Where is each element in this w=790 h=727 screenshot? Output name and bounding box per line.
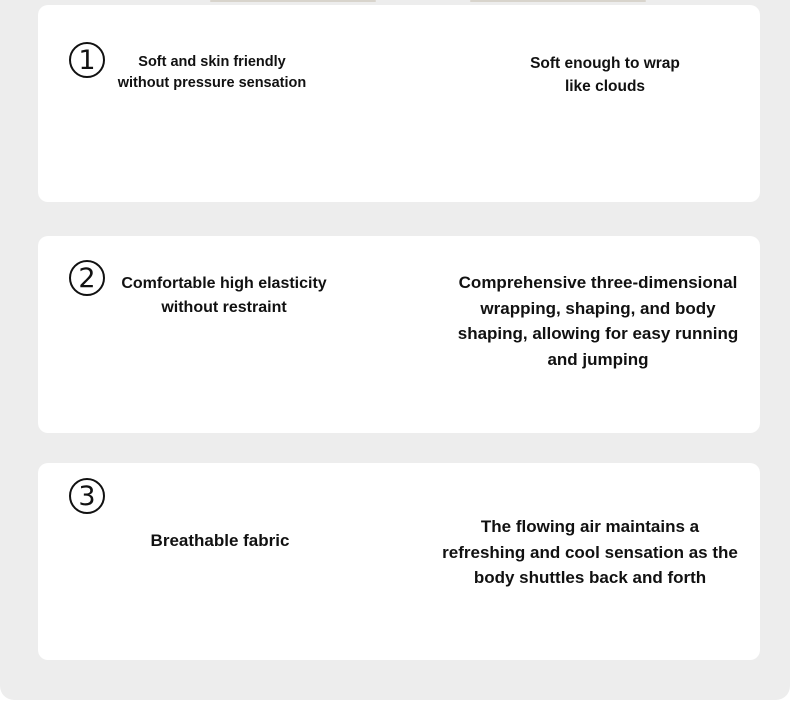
feature-card-2 — [38, 236, 760, 433]
top-divider-left — [210, 0, 376, 2]
feature-number-badge: 3 — [69, 478, 105, 514]
feature-description: Comprehensive three-dimensional wrapping, shaping, and body shaping, allowing for easy running and jumping — [457, 273, 739, 369]
feature-description: The flowing air maintains a refreshing and cool sensation as the body shuttles back and forth — [442, 517, 738, 587]
top-divider-right — [470, 0, 646, 2]
feature-description: Soft enough to wrap like clouds — [530, 55, 680, 95]
feature-title: Comfortable high elasticity without restraint — [121, 275, 327, 316]
feature-title: Soft and skin friendly without pressure sensation — [117, 54, 307, 91]
feature-number-badge: 1 — [69, 42, 105, 78]
feature-card-1 — [38, 5, 760, 202]
feature-title: Breathable fabric — [150, 531, 290, 550]
feature-number-badge: 2 — [69, 260, 105, 296]
feature-card-3 — [38, 463, 760, 660]
